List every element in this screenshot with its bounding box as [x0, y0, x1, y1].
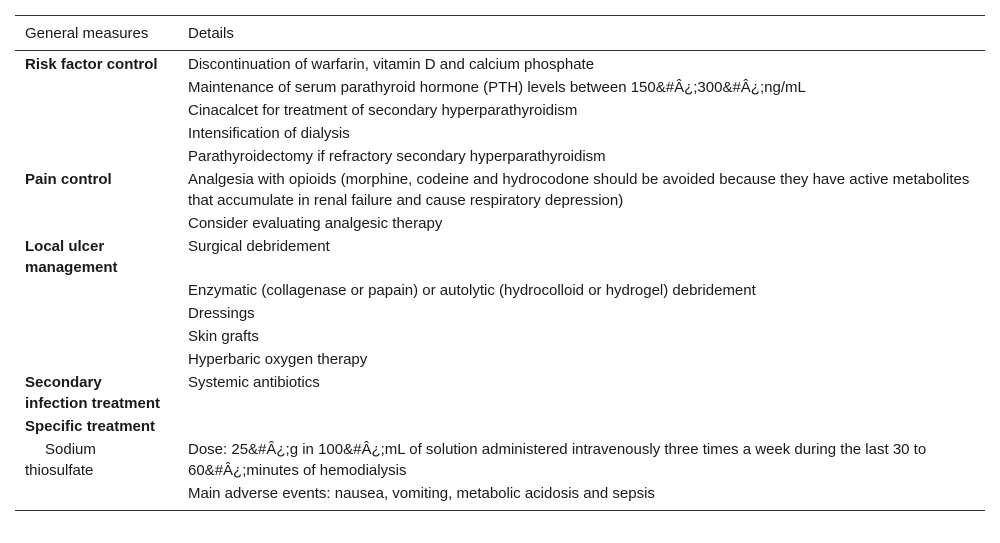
header-general-measures: General measures — [15, 16, 178, 51]
measure-cell: Risk factor control — [25, 56, 158, 73]
table-row — [15, 415, 985, 438]
measure-cell — [15, 212, 178, 235]
measure-cell: Pain control — [25, 171, 112, 188]
measure-cell — [15, 122, 178, 145]
treatment-table-container — [15, 15, 985, 511]
detail-cell: Dressings — [188, 305, 255, 322]
detail-cell: Surgical debridement — [188, 238, 330, 255]
detail-cell: Cinacalcet for treatment of secondary hyperparathyroidism — [188, 102, 578, 119]
table-row — [15, 76, 985, 99]
detail-cell: Main adverse events: nausea, vomiting, metabolic acidosis and sepsis — [178, 482, 985, 511]
table-row — [15, 325, 985, 348]
detail-cell: Dose: 25&#Â¿;g in 100&#Â¿;mL of solution administered intravenously three times a week during the last 30 to 60&#Â¿;minutes of hemodialysis — [188, 441, 927, 479]
header-details: Details — [178, 16, 985, 51]
measure-cell — [15, 145, 178, 168]
table-header — [15, 16, 985, 51]
measure-cell — [15, 302, 178, 325]
measure-cell: Specific treatment — [25, 418, 156, 435]
header-row — [15, 16, 985, 51]
table-row — [15, 168, 985, 212]
table-row — [15, 302, 985, 325]
table-row — [15, 212, 985, 235]
table-row — [15, 51, 985, 77]
measure-cell — [15, 325, 178, 348]
measure-cell: Secondary infection treatment — [25, 374, 161, 412]
table-body — [15, 51, 985, 511]
treatment-table — [15, 15, 985, 511]
measure-cell-sub — [15, 438, 178, 482]
table-row — [15, 145, 985, 168]
table-row — [15, 235, 985, 279]
measure-cell: Local ulcer management — [25, 238, 118, 276]
detail-cell: Analgesia with opioids (morphine, codeine and hydrocodone should be avoided because they have active metabolites that accumulate in renal failure and cause respiratory depression) — [188, 171, 970, 209]
detail-cell: Enzymatic (collagenase or papain) or autolytic (hydrocolloid or hydrogel) debridement — [188, 282, 756, 299]
detail-cell: Intensification of dialysis — [188, 125, 350, 142]
table-row — [15, 122, 985, 145]
table-row — [15, 348, 985, 371]
detail-cell: Parathyroidectomy if refractory secondary hyperparathyroidism — [188, 148, 606, 165]
measure-cell — [15, 99, 178, 122]
detail-cell: Systemic antibiotics — [188, 374, 320, 391]
measure-cell — [15, 279, 178, 302]
detail-cell: Skin grafts — [188, 328, 259, 345]
detail-cell — [178, 415, 985, 438]
measure-cell — [15, 76, 178, 99]
detail-cell: Maintenance of serum parathyroid hormone (PTH) levels between 150&#Â¿;300&#Â¿;ng/mL — [188, 79, 806, 96]
measure-cell — [15, 348, 178, 371]
table-row — [15, 438, 985, 482]
detail-cell: Hyperbaric oxygen therapy — [188, 351, 368, 368]
detail-cell: Discontinuation of warfarin, vitamin D and calcium phosphate — [188, 56, 595, 73]
table-row — [15, 482, 985, 511]
detail-cell: Consider evaluating analgesic therapy — [188, 215, 443, 232]
measure-sub-label: Sodium thiosulfate — [25, 441, 96, 479]
table-row — [15, 279, 985, 302]
table-row — [15, 371, 985, 415]
table-row — [15, 99, 985, 122]
measure-cell-sub — [15, 482, 178, 511]
